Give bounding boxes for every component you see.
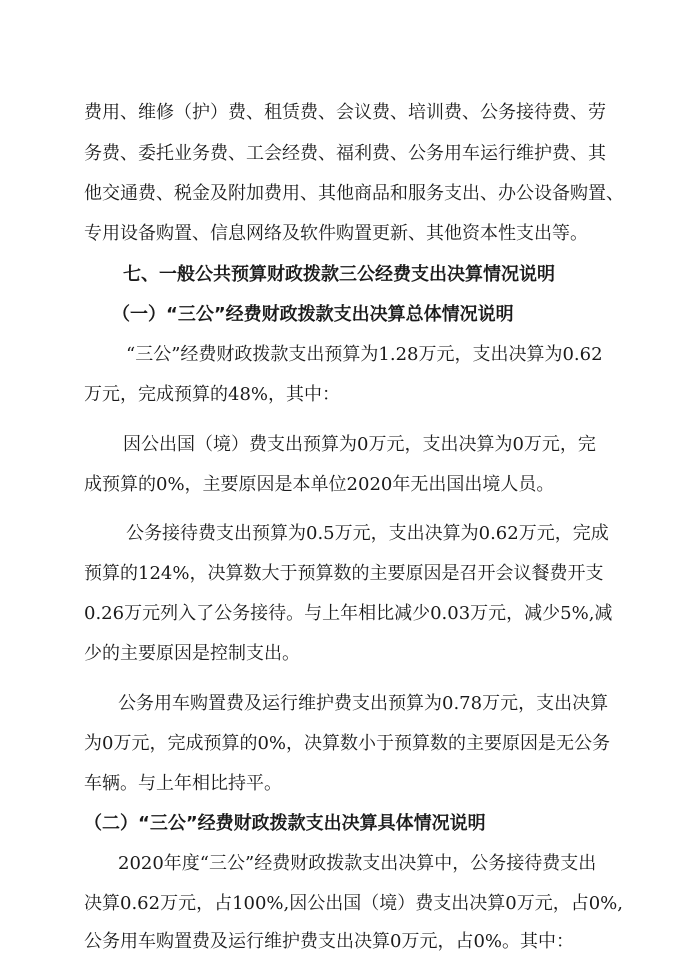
body-text-line: 公务用车购置费及运行维护费支出预算为0.78万元，支出决算	[118, 693, 609, 714]
body-text-line: 车辆。与上年相比持平。	[84, 773, 282, 794]
subsection-heading: （二）“三公”经费财政拨款支出决算具体情况说明	[84, 813, 486, 834]
subsection-heading: （一）“三公”经费财政拨款支出决算总体情况说明	[112, 304, 514, 325]
body-text-line: 公务接待费支出预算为0.5万元，支出决算为0.62万元，完成	[126, 523, 609, 544]
body-text-line: 成预算的0%，主要原因是本单位2020年无出国出境人员。	[84, 474, 555, 495]
body-text-line: “三公”经费财政拨款支出预算为1.28万元，支出决算为0.62	[126, 344, 603, 365]
body-text-line: 2020年度“三公”经费财政拨款支出决算中，公务接待费支出	[118, 853, 597, 874]
body-text-line: 他交通费、税金及附加费用、其他商品和服务支出、办公设备购置、	[84, 183, 624, 204]
body-text-line: 万元，完成预算的48%，其中：	[84, 384, 341, 405]
body-text-line: 0.26万元列入了公务接待。与上年相比减少0.03万元，减少5%,减	[84, 603, 613, 624]
body-text-line: 为0万元，完成预算的0%，决算数小于预算数的主要原因是无公务	[84, 733, 611, 754]
body-text-line: 因公出国（境）费支出预算为0万元，支出决算为0万元，完	[123, 434, 596, 455]
body-text-line: 少的主要原因是控制支出。	[84, 643, 300, 664]
body-text-line: 专用设备购置、信息网络及软件购置更新、其他资本性支出等。	[84, 223, 588, 244]
body-text-line: 公务用车购置费及运行维护费支出决算0万元，占0%。其中：	[84, 931, 575, 952]
body-text-line: 决算0.62万元，占100%,因公出国（境）费支出决算0万元，占0%,	[84, 893, 623, 914]
section-heading: 七、一般公共预算财政拨款三公经费支出决算情况说明	[123, 264, 555, 285]
body-text-line: 务费、委托业务费、工会经费、福利费、公务用车运行维护费、其	[84, 143, 606, 164]
body-text-line: 预算的124%，决算数大于预算数的主要原因是召开会议餐费开支	[84, 563, 604, 584]
body-text-line: 费用、维修（护）费、租赁费、会议费、培训费、公务接待费、劳	[84, 102, 606, 123]
